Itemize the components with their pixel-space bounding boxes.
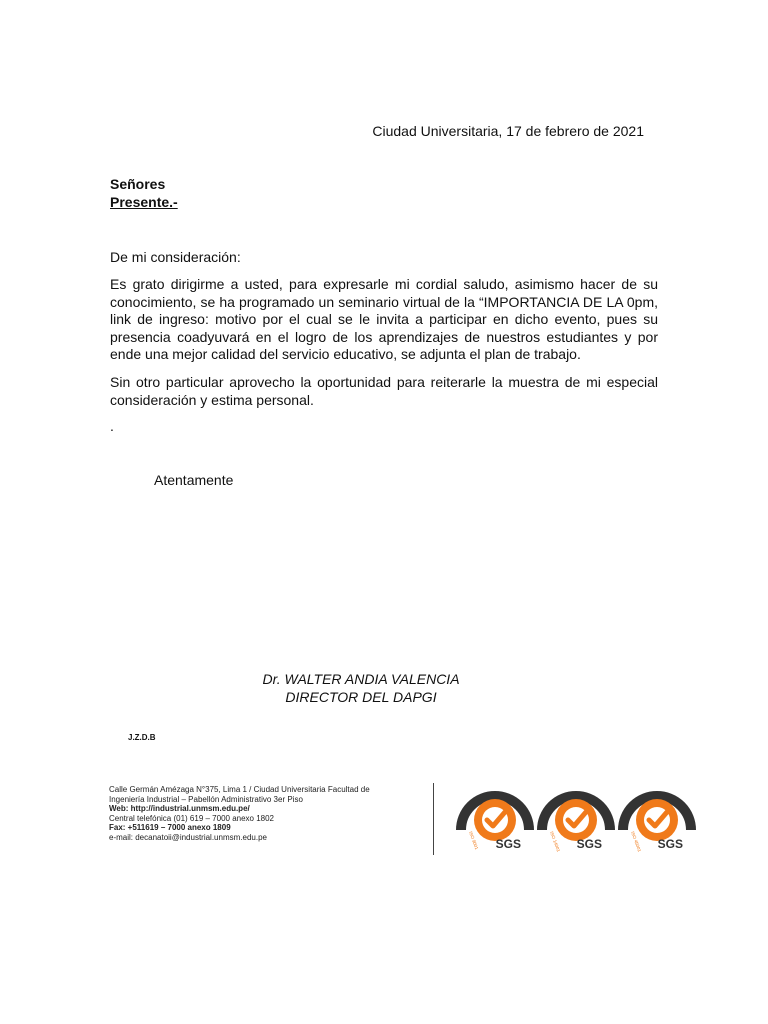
greeting: De mi consideración: bbox=[110, 249, 241, 265]
sgs-iso-45001-badge bbox=[617, 778, 697, 856]
body-paragraph-2: Sin otro particular aprovecho la oportunidad para reiterarle la muestra de mi especial consideración y estima personal. bbox=[110, 374, 658, 408]
footer-address-2: Ingeniería Industrial – Pabellón Administrativo 3er Piso bbox=[109, 794, 303, 804]
recipient-salutation: Señores bbox=[110, 176, 166, 192]
badge-brand: SGS bbox=[657, 837, 683, 851]
footer-phone: Central telefónica (01) 619 – 7000 anexo 1802 bbox=[109, 813, 275, 823]
sgs-iso-9001-badge bbox=[455, 778, 535, 856]
footer-address-1: Calle Germán Amézaga N°375, Lima 1 / Ciudad Universitaria Facultad de bbox=[109, 785, 370, 794]
typist-initials: J.Z.D.B bbox=[128, 733, 156, 742]
footer-contact bbox=[109, 785, 370, 843]
signature-block bbox=[200, 670, 522, 706]
footer-divider bbox=[433, 783, 434, 855]
footer-fax: Fax: +511619 – 7000 anexo 1809 bbox=[109, 823, 231, 833]
closing: Atentamente bbox=[154, 472, 234, 488]
badge-arc-text: SYSTEM CERTIFICATION bbox=[474, 788, 516, 792]
footer-email[interactable]: e-mail: decanatoii@industrial.unmsm.edu.pe bbox=[109, 832, 267, 842]
sgs-iso-14001-badge bbox=[536, 778, 616, 856]
footer-web-link[interactable]: Web: http://industrial.unmsm.edu.pe/ bbox=[109, 804, 250, 814]
certification-seal-icon bbox=[617, 778, 697, 856]
badge-arc-text: SYSTEM CERTIFICATION bbox=[555, 788, 597, 792]
badge-arc-text: SYSTEM CERTIFICATION bbox=[636, 788, 678, 792]
signer-title: DIRECTOR DEL DAPGI bbox=[285, 689, 437, 705]
badge-standard: ISO 45001 bbox=[630, 830, 643, 853]
body-paragraph-1: Es grato dirigirme a usted, para expresarle mi cordial saludo, asimismo hacer de su conocimiento, se ha programado un seminario virtual de la “IMPORTANCIA DE LA 0pm, link de ingreso: motivo por el cual se le invita a participar en dicho evento, pues su presencia coadyuvará en el logro de los aprendizajes de nuestros estudiantes y por ende una mejor calidad del servicio educativo, se adjunta el plan de trabajo. bbox=[110, 276, 658, 362]
badge-brand: SGS bbox=[495, 837, 521, 851]
recipient-block bbox=[110, 175, 178, 211]
stray-dot: . bbox=[110, 418, 114, 434]
recipient-presente: Presente.- bbox=[110, 194, 178, 210]
letter-date: Ciudad Universitaria, 17 de febrero de 2021 bbox=[372, 123, 644, 139]
signer-name: Dr. WALTER ANDIA VALENCIA bbox=[262, 671, 460, 687]
badge-brand: SGS bbox=[576, 837, 602, 851]
badge-standard: ISO 14001 bbox=[549, 830, 562, 853]
certification-seal-icon bbox=[455, 778, 535, 856]
badge-standard: ISO 9001 bbox=[468, 830, 480, 851]
certification-seal-icon bbox=[536, 778, 616, 856]
